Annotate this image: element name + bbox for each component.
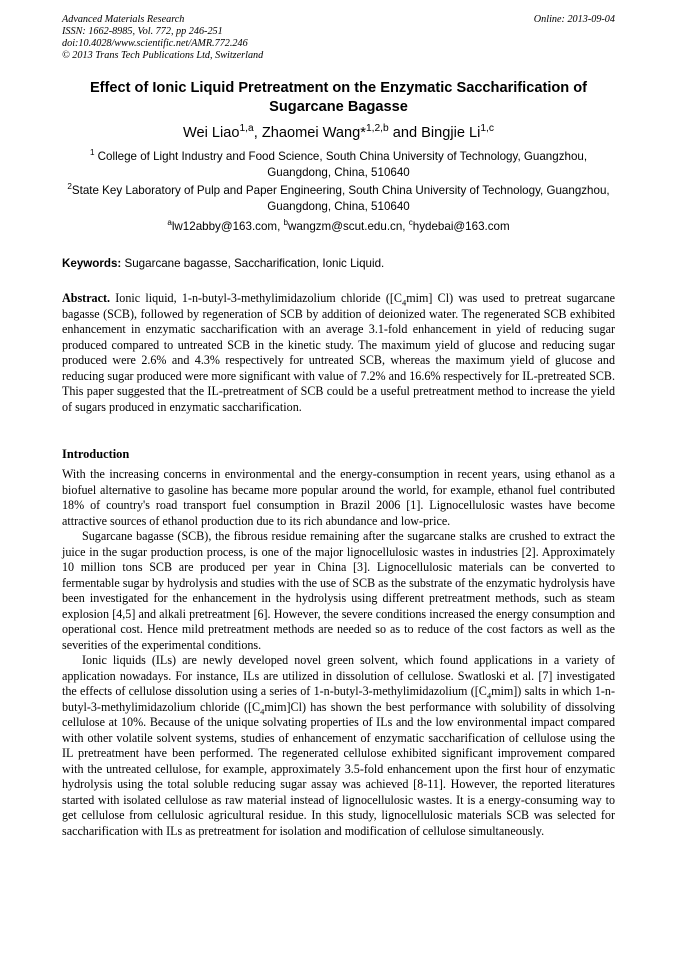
paragraph: With the increasing concerns in environmental and the energy-consumption in recent years, using ethanol as a biofuel alternative to gasoline has became more popular around the world, for example, ethanol fuel contributed 18% of country's road transport fuel consumption in Brazil 2006 [1]. Lignocellulosic wastes have become attractive sources of ethanol production due to its rich abundance and low-price. bbox=[62, 467, 615, 528]
affiliation-2 bbox=[62, 183, 615, 215]
email-separator: , bbox=[402, 220, 409, 233]
subscript: 4 bbox=[486, 690, 492, 701]
online-date: Online: 2013-09-04 bbox=[533, 14, 615, 25]
journal-doi: doi:10.4028/www.scientific.net/AMR.772.246 bbox=[62, 38, 248, 49]
paragraph bbox=[62, 653, 615, 839]
paper-title-line-1: Effect of Ionic Liquid Pretreatment on the Enzymatic Saccharification of bbox=[89, 80, 588, 96]
abstract-text: mim] Cl) was used to pretreat sugarcane bagasse (SCB), followed by regeneration of SCB by addition of deionized water. The regenerated SCB exhibited enhancement in enzymatic saccharification with an average 3.1-fold enhancement in yield of reducing sugar produced compared to untreated SCB in the kinetic study. The maximum yield of glucose and reducing sugar produced were 2.6% and 4.3% respectively for untreated SCB, whereas the maximum yield of glucose and reducing sugar produced were more significant with value of 7.2% and 16.6% respectively for IL-pretreated SCB. This paper suggested that the IL-pretreatment of SCB could be a useful pretreatment method to increase the yield of sugars produced in enzymatic saccharification. bbox=[62, 291, 615, 414]
journal-issn: ISSN: 1662-8985, Vol. 772, pp 246-251 bbox=[62, 26, 223, 37]
email-mark: b bbox=[283, 218, 289, 228]
keywords-label: Keywords: bbox=[62, 257, 122, 270]
journal-header bbox=[62, 14, 615, 62]
email-separator: , bbox=[277, 220, 284, 233]
author-name: Bingjie Li bbox=[421, 125, 481, 141]
author-emails bbox=[62, 219, 615, 235]
email-address[interactable]: hydebai@163.com bbox=[412, 220, 510, 233]
paragraph: Sugarcane bagasse (SCB), the fibrous residue remaining after the sugarcane stalks are crushed to extract the juice in the sugar production process, is one of the major lignocellulosic wastes in industries [2]. Approximately 10 million tons SCB are produced per year in China [3]. Lignocellulosic materials can be converted to fermentable sugar by hydrolysis and studies with the use of SCB as the substrate of the enzymatic hydrolysis have been investigated for the enhancement in the hydrolysis using different pretreatment methods, such as steam explosion [4,5] and alkali pretreatment [6]. However, the severe conditions increased the energy consumption and operational cost. Hence mild pretreatment methods are needed so as to reduce of the cost factors as well as the severities of the experimental conditions. bbox=[62, 529, 615, 652]
introduction-body bbox=[62, 467, 615, 839]
paragraph-text: mim]Cl) has shown the best performance with solubility of dissolving cellulose at 10%. Because of the unique solvating properties of ILs and the low environmental impact compared with other volatile solvent systems, studies of enhancement of enzymatic saccharification of cellulose using the IL pretreatment have been performed. The regenerated cellulose exhibited significant improvement compared with the untreated cellulose, for example, approximately 3.5-fold enhancement upon the first hour of enzymatic hydrolysis using the total soluble reducing sugar assay was achieved [8-11]. However, the reported literatures started with isolated cellulose as raw material instead of lignocellulosic wastes. It is a energy-consuming way to get cellulose from cellulosic agricultural residue. In this study, lignocellulosic materials SCB was selected for saccharification with ILs as pretreatment for isolation and modification of cellulose simultaneously. bbox=[62, 699, 615, 838]
author-affiliation-mark: 1,2,b bbox=[365, 123, 389, 135]
author-separator: and bbox=[388, 125, 422, 141]
paragraph-text: Ionic liquids (ILs) are newly developed novel green solvent, which found applications in a variety of application nowadays. For instance, ILs are utilized in dissolution of cellulose. Swatloski et al. [7] investigated the effects of cellulose dissolution using a series of 1-n-butyl-3-methylimidazolium ([C bbox=[62, 653, 615, 698]
subscript: 4 bbox=[401, 297, 407, 308]
section-heading-introduction: Introduction bbox=[62, 447, 130, 461]
journal-name: Advanced Materials Research bbox=[62, 14, 185, 25]
affiliation-text: College of Light Industry and Food Science, South China University of Technology, Guangzhou, Guangdong, China, 510640 bbox=[94, 150, 588, 179]
paper-title-line-2: Sugarcane Bagasse bbox=[269, 99, 408, 115]
author-affiliation-mark: 1,a bbox=[239, 123, 254, 135]
author-name: Wei Liao bbox=[182, 125, 240, 141]
email-address[interactable]: wangzm@scut.edu.cn bbox=[288, 220, 403, 233]
keywords-text: Sugarcane bagasse, Saccharification, Ionic Liquid. bbox=[121, 257, 385, 270]
author-list bbox=[62, 123, 615, 143]
email-mark: a bbox=[167, 218, 172, 228]
paper-title bbox=[62, 79, 615, 117]
keywords-line bbox=[62, 256, 615, 272]
author-affiliation-mark: 1,c bbox=[480, 123, 495, 135]
affiliation-mark: 1 bbox=[89, 148, 95, 158]
affiliation-mark: 2 bbox=[67, 182, 72, 192]
email-address[interactable]: lw12abby@163.com bbox=[171, 220, 278, 233]
author-name: Zhaomei Wang* bbox=[261, 125, 366, 141]
abstract bbox=[62, 291, 615, 415]
affiliation-text: State Key Laboratory of Pulp and Paper Engineering, South China University of Technology, Guangzhou, Guangdong, China, 510640 bbox=[71, 184, 610, 213]
subscript: 4 bbox=[260, 705, 265, 716]
author-separator: , bbox=[253, 125, 262, 141]
affiliation-1 bbox=[62, 149, 615, 181]
abstract-label: Abstract. bbox=[62, 291, 111, 305]
abstract-text: Ionic liquid, 1-n-butyl-3-methylimidazolium chloride ([C bbox=[110, 291, 402, 305]
journal-copyright: © 2013 Trans Tech Publications Ltd, Switzerland bbox=[62, 50, 264, 61]
email-mark: c bbox=[408, 218, 413, 228]
paragraph-text: mim]) salts in which 1-n-butyl-3-methylimidazolium chloride ([C bbox=[62, 684, 616, 714]
